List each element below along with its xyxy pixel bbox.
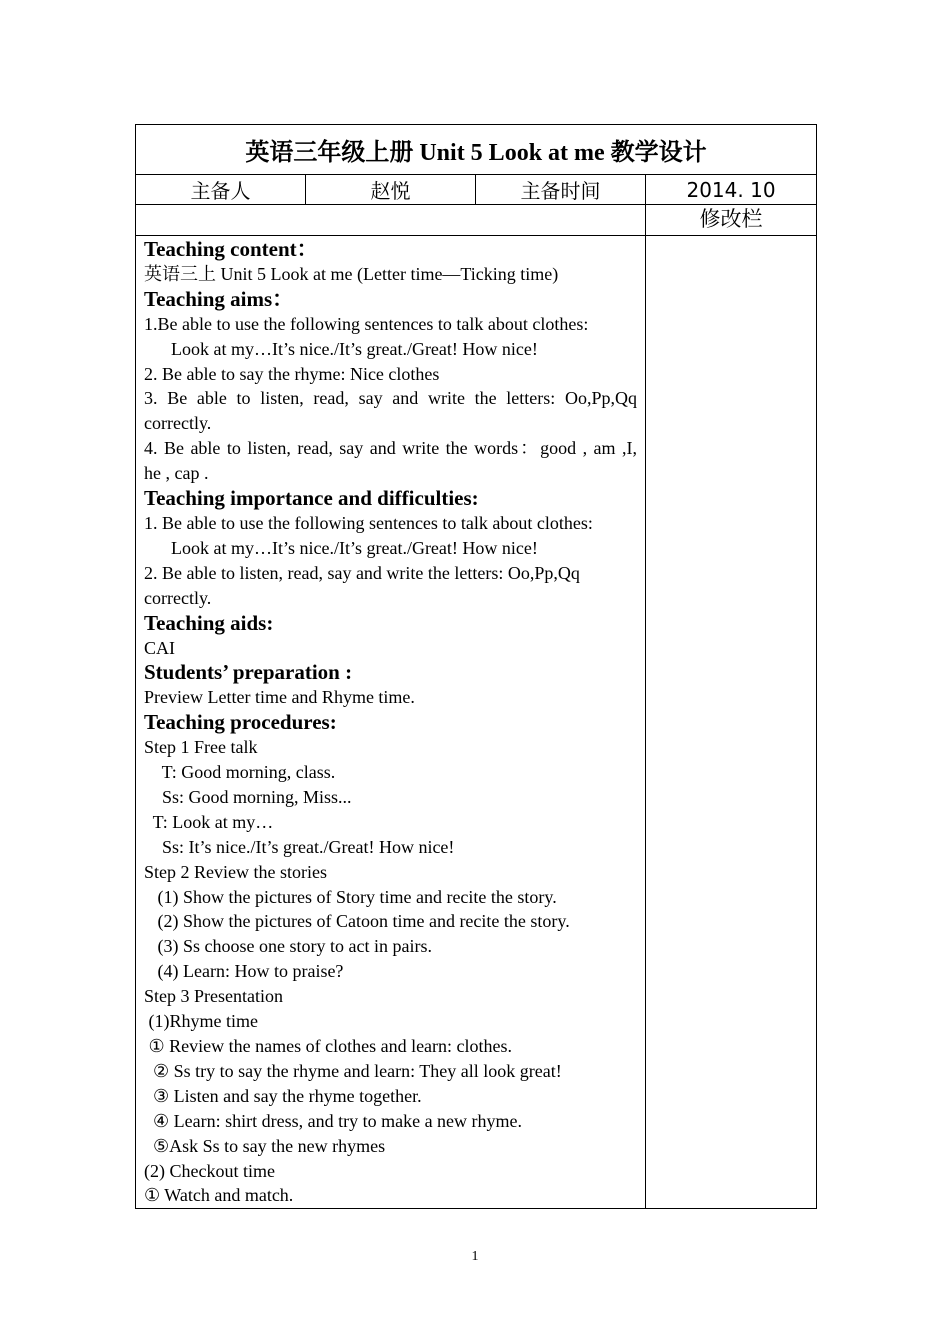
procedure-line: Ss: Good morning, Miss... — [144, 786, 352, 807]
meta-row — [136, 175, 817, 205]
teaching-content-heading: Teaching content： — [144, 237, 318, 261]
preparer-name: 赵悦 — [306, 175, 476, 205]
revision-column-label: 修改栏 — [646, 205, 817, 236]
aim-3-continued: correctly. — [144, 413, 212, 434]
teaching-content-text: 英语三上 Unit 5 Look at me (Letter time—Ticking time) — [144, 263, 559, 284]
aim-4: 4. Be able to listen, read, say and write the words：good , am ,I, — [144, 438, 637, 459]
procedure-line: T: Good morning, class. — [144, 762, 336, 783]
importance-1: 1. Be able to use the following sentences to talk about clothes: — [144, 512, 593, 533]
importance-2: 2. Be able to listen, read, say and write the letters: Oo,Pp,Qq — [144, 562, 580, 583]
procedure-line: Step 2 Review the stories — [144, 861, 327, 882]
procedure-line: (1) Show the pictures of Story time and recite the story. — [144, 886, 557, 907]
procedure-line: ① Watch and match. — [144, 1185, 294, 1206]
preparer-label: 主备人 — [136, 175, 306, 205]
aim-1-example: Look at my…It’s nice./It’s great./Great! How nice! — [144, 338, 538, 359]
teaching-aids-text: CAI — [144, 637, 175, 658]
blank-header-cell — [136, 205, 646, 236]
importance-2-continued: correctly. — [144, 587, 212, 608]
procedure-line: (2) Show the pictures of Catoon time and recite the story. — [144, 911, 570, 932]
aim-4-continued: he , cap . — [144, 463, 209, 484]
teaching-aids-heading: Teaching aids: — [144, 610, 274, 635]
importance-heading: Teaching importance and difficulties: — [144, 486, 479, 511]
procedure-line: (2) Checkout time — [144, 1160, 275, 1181]
procedure-line: (4) Learn: How to praise? — [144, 961, 344, 982]
teaching-procedures-heading: Teaching procedures: — [144, 710, 337, 735]
aim-3: 3. Be able to listen, read, say and write the letters: Oo,Pp,Qq — [144, 388, 637, 409]
date-label: 主备时间 — [476, 175, 646, 205]
procedure-line: Step 1 Free talk — [144, 737, 258, 758]
importance-1-example: Look at my…It’s nice./It’s great./Great! How nice! — [144, 537, 538, 558]
procedure-line: ③ Listen and say the rhyme together. — [144, 1085, 422, 1106]
revision-header-row — [136, 205, 817, 236]
content-cell — [136, 236, 646, 1209]
teaching-aims-heading: Teaching aims： — [144, 286, 294, 311]
procedure-line: Ss: It’s nice./It’s great./Great! How nice! — [144, 836, 455, 857]
procedure-line: T: Look at my… — [144, 811, 274, 832]
students-preparation-heading: Students’ preparation : — [144, 660, 353, 685]
aim-2: 2. Be able to say the rhyme: Nice clothes — [144, 363, 440, 384]
lesson-plan-table — [135, 124, 817, 1209]
students-preparation-text: Preview Letter time and Rhyme time. — [144, 687, 415, 708]
page-number: 1 — [471, 1249, 479, 1264]
content-row — [136, 236, 817, 1209]
procedure-line: ② Ss try to say the rhyme and learn: They all look great! — [144, 1060, 562, 1081]
revision-column-cell — [646, 236, 817, 1209]
procedure-line: ④ Learn: shirt dress, and try to make a new rhyme. — [144, 1110, 523, 1131]
aim-1: 1.Be able to use the following sentences to talk about clothes: — [144, 313, 589, 334]
procedure-line: (1)Rhyme time — [144, 1011, 258, 1032]
procedure-line: Step 3 Presentation — [144, 986, 283, 1007]
procedure-line: ① Review the names of clothes and learn: clothes. — [144, 1036, 513, 1056]
procedure-line: (3) Ss choose one story to act in pairs. — [144, 936, 432, 957]
date-value: 2014. 10 — [646, 175, 817, 205]
procedure-line: ⑤Ask Ss to say the new rhymes — [144, 1135, 386, 1156]
document-title: 英语三年级上册 Unit 5 Look at me 教学设计 — [136, 125, 817, 175]
